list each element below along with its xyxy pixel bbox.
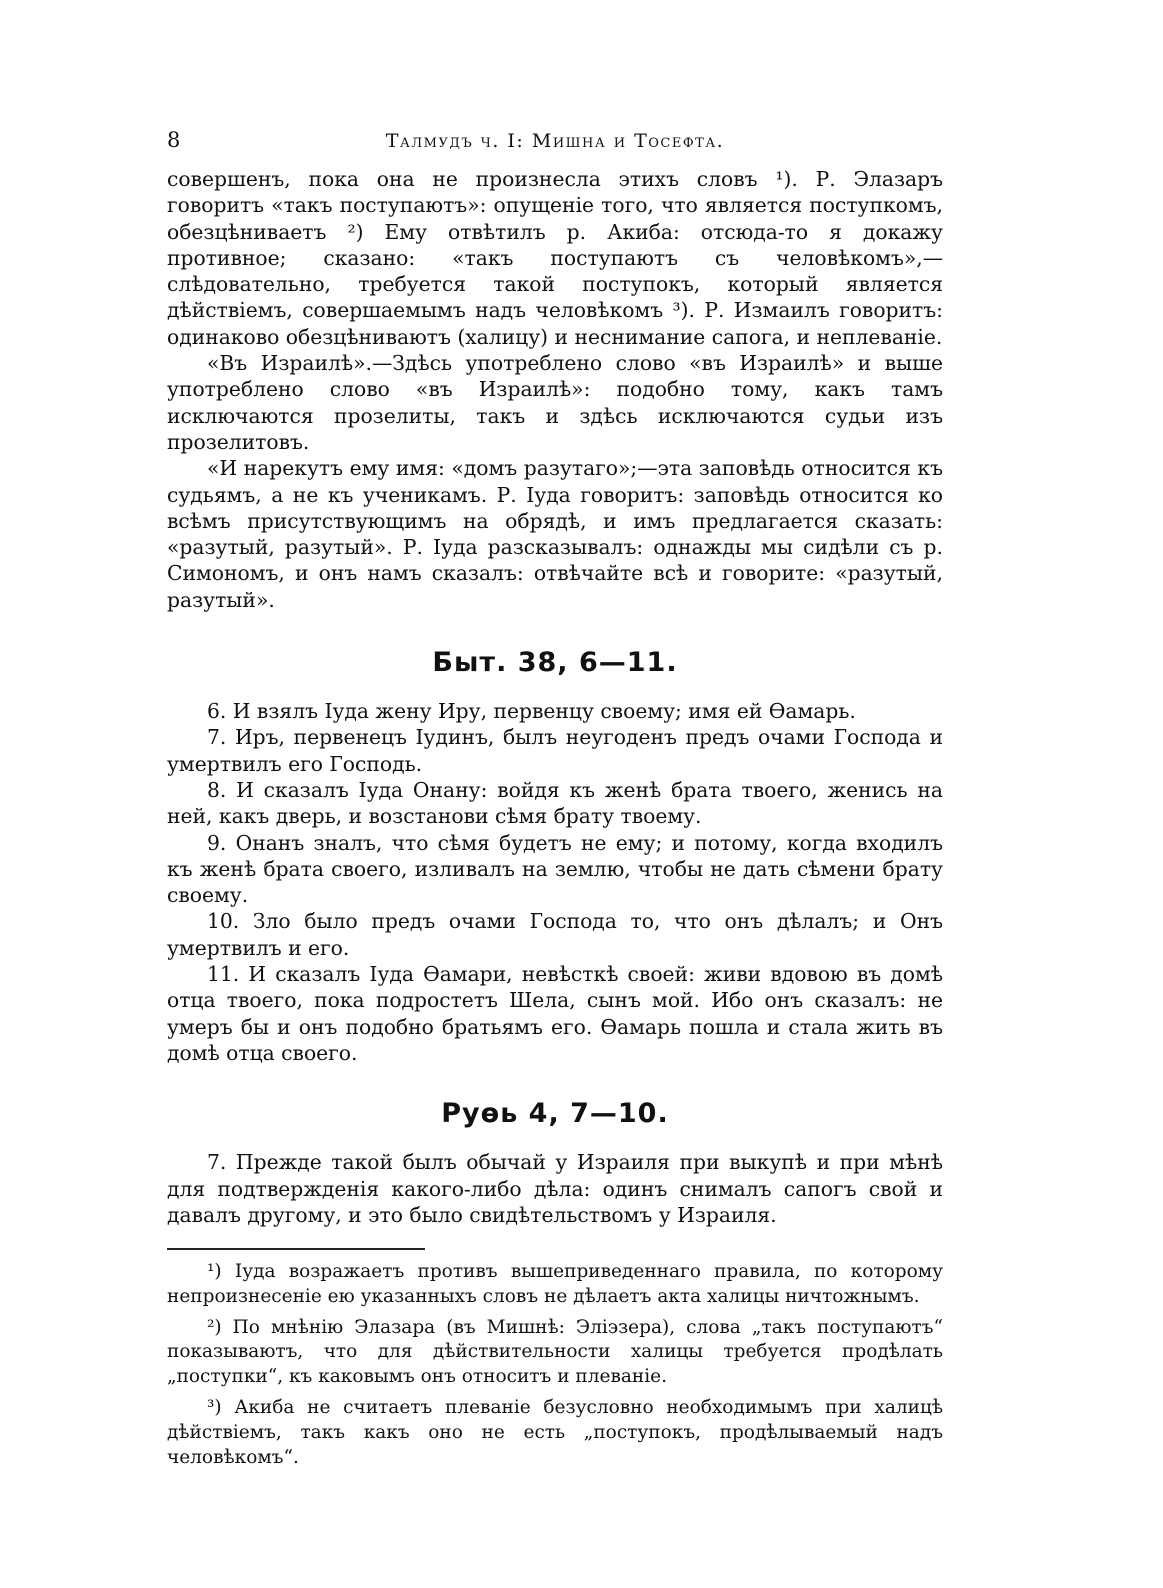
book-page [167, 122, 943, 1470]
paragraph: совершенъ, пока она не произнесла этихъ словъ ¹). Р. Элазаръ говоритъ «такъ поступаютъ»: опущеніе того, что является поступкомъ, обезцѣниваетъ ²) Ему отвѣтилъ р. Акиба: отсюда-то я докажу противное; сказано: «такъ поступаютъ съ человѣкомъ»,—слѣдовательно, требуется такой поступокъ, который является дѣйствіемъ, совершаемымъ надъ человѣкомъ ³). Р. Измаилъ говоритъ: одинаково обезцѣниваютъ (халицу) и неснимание сапога, и неплеваніе. [167, 167, 943, 349]
section-heading-ruth: Руѳь 4, 7—10. [441, 1098, 669, 1130]
verse: 11. И сказалъ Іуда Ѳамари, невѣсткѣ своей: живи вдовою въ домѣ отца твоего, пока подростетъ Шела, сынъ мой. Ибо онъ сказалъ: не умеръ бы и онъ подобно братьямъ его. Ѳамарь пошла и стала жить въ домѣ отца своего. [167, 962, 943, 1065]
paragraph: «Въ Израилѣ».—Здѣсь употреблено слово «въ Израилѣ» и выше употреблено слово «въ Израилѣ»: подобно тому, какъ тамъ исключаются прозелиты, такъ и здѣсь исключаются судьи изъ прозелитовъ. [167, 351, 943, 454]
footnote: ²) По мнѣнію Элазара (въ Мишнѣ: Эліэзера), слова „такъ поступаютъ“ показываютъ, что для дѣйствительности халицы требуется продѣлать „поступки“, къ каковымъ онъ относитъ и плеваніе. [167, 1316, 943, 1388]
footnote: ¹) Іуда возражаетъ противъ вышеприведеннаго правила, по которому непроизнесеніе ею указанныхъ словъ не дѣлаетъ акта халицы ничтожнымъ. [167, 1261, 943, 1307]
verse-list-ruth [167, 1149, 943, 1228]
running-title: Талмудъ ч. I: Мишна и Тосефта. [385, 130, 725, 152]
footnote-divider [167, 1248, 425, 1250]
verse: 8. И сказалъ Іуда Онану: войдя къ женѣ брата твоего, женись на ней, какъ дверь, и возстанови сѣмя брату твоему. [167, 777, 943, 829]
verse: 7. Прежде такой былъ обычай у Израиля при выкупѣ и при мѣнѣ для подтвержденія какого-либо дѣла: одинъ снималъ сапогъ свой и давалъ другому, и это было свидѣтельствомъ у Израиля. [167, 1150, 943, 1227]
footnotes [167, 1260, 943, 1470]
verse-list-genesis [167, 698, 943, 1066]
paragraph: «И нарекутъ ему имя: «домъ разутаго»;—эта заповѣдь относится къ судьямъ, а не къ ученикамъ. Р. Іуда говоритъ: заповѣдь относится ко всѣмъ присутствующимъ на обрядѣ, и имъ предлагается сказать: «разутый, разутый». Р. Іуда разсказывалъ: однажды мы сидѣли съ р. Симономъ, и онъ намъ сказалъ: отвѣчайте всѣ и говорите: «разутый, разутый». [167, 456, 943, 612]
verse: 10. Зло было предъ очами Господа то, что онъ дѣлалъ; и Онъ умертвилъ и его. [167, 909, 943, 960]
verse: 7. Иръ, первенецъ Іудинъ, былъ неугоденъ предъ очами Господа и умертвилъ его Господь. [167, 725, 943, 776]
verse: 9. Онанъ зналъ, что сѣмя будетъ не ему; и потому, когда входилъ къ женѣ брата своего, изливалъ на землю, чтобы не дать сѣмени брату своему. [167, 830, 943, 908]
intro-text [167, 166, 943, 613]
verse: 6. И взялъ Іуда жену Иру, первенцу своему; имя ей Ѳамарь. [207, 699, 856, 724]
section-heading-genesis: Быт. 38, 6—11. [432, 647, 678, 679]
page-number: 8 [167, 128, 182, 152]
running-head [167, 122, 943, 158]
footnote: ³) Акиба не считаетъ плеваніе безусловно необходимымъ при халицѣ дѣйствіемъ, такъ какъ оно не есть „поступокъ, продѣлываемый надъ человѣкомъ“. [167, 1397, 943, 1468]
